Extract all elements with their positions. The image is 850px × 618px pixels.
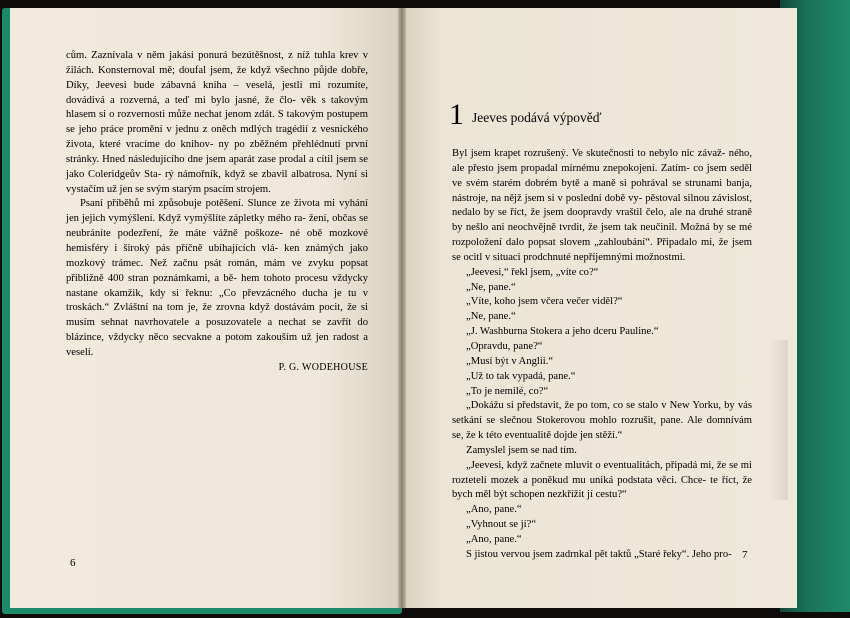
text-line: dne jsem aparát zase prodal a cítil jsem se jako Coleridgeův Sta- bbox=[66, 153, 368, 180]
paragraph bbox=[452, 355, 752, 370]
text-line: zrovna když dostávám pocit, že si musím sehnat navrhovatele bbox=[66, 302, 368, 329]
text-line: ken známých jako mozkový trámec. Než začnu psát román, bbox=[66, 242, 368, 269]
text-line: ny po zběžném přehlédnutí první stránky. Hned následujícího bbox=[66, 139, 369, 165]
paragraph bbox=[452, 503, 752, 518]
paragraph bbox=[452, 147, 752, 266]
paragraph bbox=[452, 266, 752, 281]
text-line: vyhání jen jejich vymýšlení. Když vymýšlíte zápletky mého ra- bbox=[66, 198, 368, 225]
paragraph bbox=[452, 310, 752, 325]
paragraph bbox=[452, 459, 752, 504]
paragraph bbox=[452, 295, 752, 310]
text-line: domnívám se, že k této eventualitě dojde jen stěží.“ bbox=[452, 415, 752, 442]
text-line: „Opravdu, pane?“ bbox=[466, 340, 543, 352]
text-line: mám ve zvyku popsat přibližně 400 stran poznámkami, a bě- bbox=[66, 257, 368, 284]
text-line: „Co převzácného ducha je tu v troskách.“ Zvláštní na tom je, že bbox=[66, 287, 368, 314]
paragraph bbox=[452, 518, 752, 533]
paragraph bbox=[452, 399, 752, 444]
text-line: a posuzovatele a nechat se zavřít do blázince, vždycky něco bbox=[66, 317, 368, 344]
text-line: se svým starým psacím strojem. bbox=[135, 183, 271, 195]
paragraph bbox=[452, 340, 752, 355]
text-line: mi rozumíte, dovádivá a rozverná, a teď mi bylo jasné, že člo- bbox=[66, 79, 368, 106]
text-line: „Musí být v Anglii.“ bbox=[466, 355, 554, 367]
paragraph bbox=[66, 49, 368, 197]
author-signature: P. G. WODEHOUSE bbox=[278, 362, 368, 373]
paragraph bbox=[452, 548, 752, 563]
text-line: žení, občas se neubráníte podezření, že máte vážně poškoze- bbox=[66, 213, 368, 240]
text-line: te říct, že bych měl být schopen nezkřížit jí cestu?“ bbox=[452, 474, 752, 501]
paragraph bbox=[452, 385, 752, 400]
text-line: cům. Zaznívala v něm jakási ponurá bezútěšnost, z níž tuhla bbox=[66, 50, 336, 61]
paragraph bbox=[452, 370, 752, 385]
text-line: vraštil čelo, ale na druhé straně by nešlo ani neochvějně tvrdit, bbox=[452, 207, 752, 234]
text-line: „Jeevesi,“ řekl jsem, „víte co?“ bbox=[466, 266, 599, 278]
text-line: hem tohoto procesu vždycky nastane okamžik, kdy si řeknu: bbox=[66, 272, 368, 299]
paragraph bbox=[452, 444, 752, 459]
text-line: „Jeevesi, když začnete mluvit o eventualitách, připadá mi, že bbox=[466, 459, 727, 471]
text-line: vás setkání se slečnou Stokerovou mohlo rozrušit, pane. Ale bbox=[452, 400, 752, 427]
paragraph bbox=[66, 197, 368, 360]
text-line: Psaní příběhů mi způsobuje potěšení. Slunce ze života mi bbox=[80, 198, 336, 210]
text-line: Zamyslel jsem se nad tím. bbox=[466, 444, 577, 456]
text-line: věk s takovým hlasem si o rozvernosti může nechat jenom zdát. bbox=[66, 94, 368, 121]
text-line: né obě mozkové hemisféry i široký pás příčně ubíhajících vlá- bbox=[66, 228, 368, 254]
text-line: „Ano, pane.“ bbox=[466, 504, 522, 516]
text-line: „Ano, pane.“ bbox=[466, 533, 522, 545]
text-line: krev v žilách. Konsternoval mě; doufal jsem, že když všechno bbox=[66, 50, 369, 76]
paragraph bbox=[452, 281, 752, 296]
left-page-text bbox=[66, 49, 368, 361]
text-line: S takovým postupem se jeho práce promění v jednu z oněch bbox=[66, 109, 368, 136]
chapter-heading bbox=[449, 98, 601, 130]
text-line: „Ne, pane.“ bbox=[466, 281, 516, 293]
paragraph bbox=[452, 533, 752, 548]
text-line: co jsem seděl ve svém starém dobrém bytě a maně si pohrával bbox=[452, 162, 753, 189]
page-shadow bbox=[770, 340, 788, 500]
text-line: rý námořník, když se zbavil albatrosa. Nyní si vystačím už jen bbox=[66, 168, 368, 195]
text-line: „Už to tak vypadá, pane.“ bbox=[466, 370, 576, 382]
text-line: půjde dobře, Díky, Jeevesi bude zábavná kniha – veselá, jestli bbox=[66, 64, 368, 91]
right-page-text bbox=[452, 147, 752, 563]
text-line: „Dokážu si představit, že po tom, co se stalo v New Yorku, by bbox=[466, 400, 735, 412]
text-line: ného, ale přesto jsem propadal mírnému znepokojení. Zatím- bbox=[452, 148, 753, 174]
book-gutter bbox=[398, 8, 406, 608]
text-line: prodchnuté nepříjemnými možnostmi. bbox=[523, 251, 686, 263]
chapter-title: Jeeves podává výpověď bbox=[472, 110, 602, 125]
text-line: se mi roztetelí mozek a poněkud mu uniká podstata věci. Chce- bbox=[452, 459, 752, 486]
text-line: secvakne a potom zakouším už jen radost a veselí. bbox=[66, 332, 368, 358]
text-line: „To je nemilé, co?“ bbox=[466, 385, 549, 397]
text-line: Byl jsem krapet rozrušený. Ve skutečnosti to nebylo nic závaž- bbox=[452, 148, 726, 159]
text-line: „Víte, koho jsem včera večer viděl?“ bbox=[466, 296, 623, 308]
page-number-left: 6 bbox=[70, 557, 76, 569]
text-line: mdlých tragédií z vesnického života, které vracíme do knihov- bbox=[66, 124, 368, 151]
text-line: S jistou vervou jsem zadrnkal pět taktů „Staré řeky“. Jeho pro- bbox=[466, 548, 732, 560]
text-line: „Ne, pane.“ bbox=[466, 311, 516, 323]
text-line: „J. Washburna Stokera a jeho dceru Pauline.“ bbox=[466, 326, 659, 338]
page-number-right: 7 bbox=[742, 549, 748, 561]
chapter-number: 1 bbox=[449, 98, 464, 131]
text-line: slovem „zahloubání“. Připadalo mi, že jsem se ocitl v situaci bbox=[452, 237, 752, 263]
paragraph bbox=[452, 325, 752, 340]
text-line: „Vyhnout se jí?“ bbox=[466, 519, 537, 531]
text-line: se strunami banja, nástroje, na nějž jsem si v poslední době vy- bbox=[452, 177, 752, 204]
text-line: pěstoval silnou závislost, nedalo by se říct, že jsem doopravdy bbox=[452, 192, 752, 219]
text-line: že jsem tak neučinil. Možná by se mé rozpoložení dalo popsat bbox=[452, 222, 752, 249]
